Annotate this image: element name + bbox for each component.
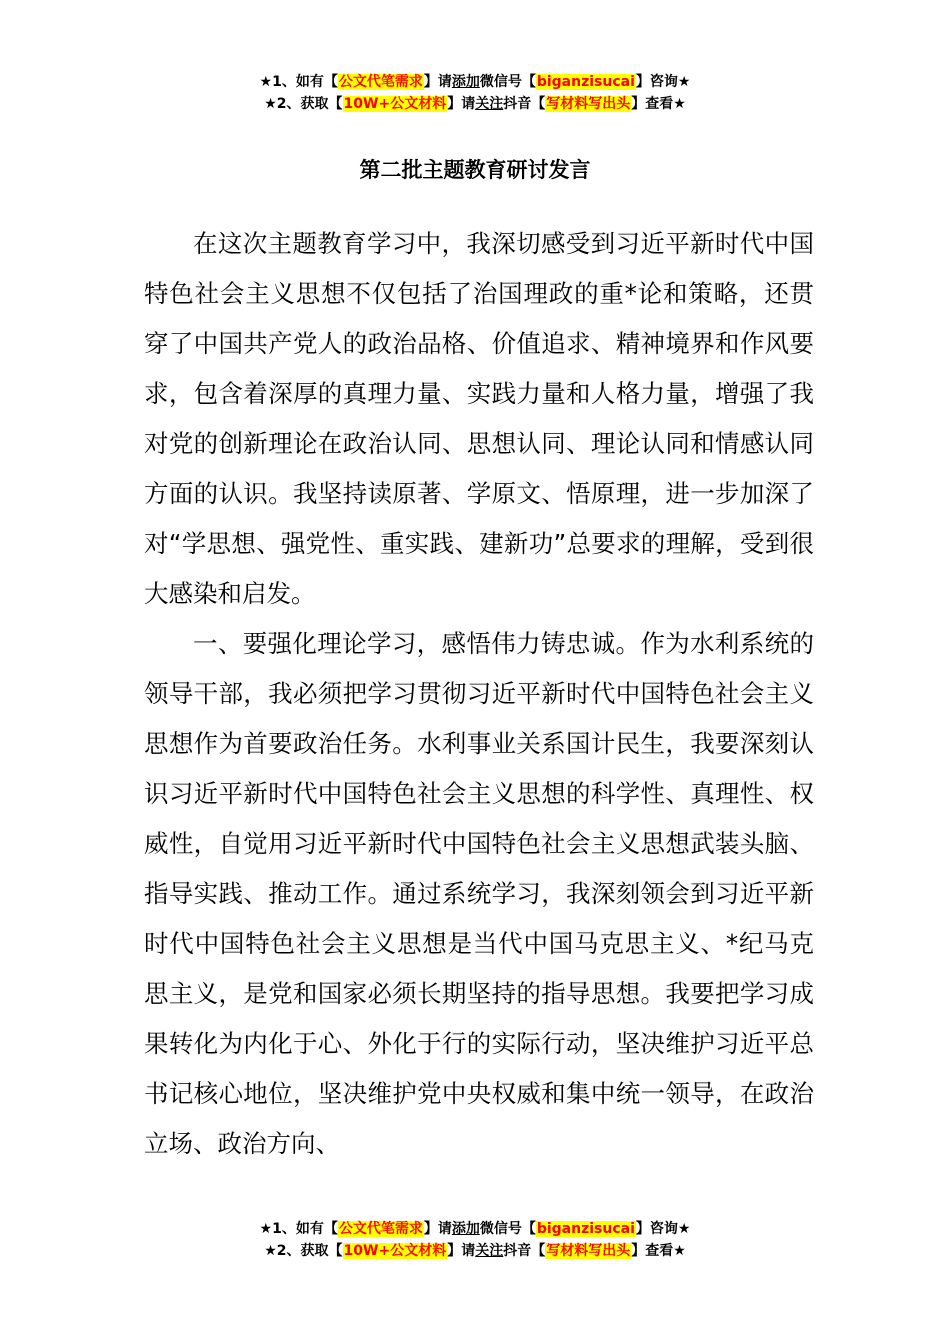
banner-text: 1、如有【 <box>272 1221 338 1237</box>
banner-text: 】查看 <box>631 1243 674 1259</box>
emphasis-add: 添加 <box>451 1221 480 1237</box>
footer-banner <box>0 1218 950 1262</box>
star-icon: ★ <box>264 96 277 112</box>
star-icon: ★ <box>259 1221 273 1237</box>
banner-text: 微信号【 <box>479 74 536 90</box>
banner-text: 1、如有【 <box>272 74 338 90</box>
highlight-wechat-id: biganzisucai <box>536 1221 635 1237</box>
banner-text: 】请 <box>423 74 452 90</box>
banner-text: 】查看 <box>631 96 674 112</box>
document-body <box>144 219 814 1169</box>
banner-text: 】咨询 <box>635 74 678 90</box>
paragraph-section-1: 一、要强化理论学习，感悟伟力铸忠诚。作为水利系统的领导干部，我必须把学习贯彻习近平新时代中国特色社会主义思想作为首要政治任务。水利事业关系国计民生，我要深刻认识习近平新时代中国特色社会主义思想的科学性、真理性、权威性，自觉用习近平新时代中国特色社会主义思想武装头脑、指导实践、推动工作。通过系统学习，我深刻领会到习近平新时代中国特色社会主义思想是当代中国马克思主义、*纪马克思主义，是党和国家必须长期坚持的指导思想。我要把学习成果转化为内化于心、外化于行的实际行动，坚决维护习近平总书记核心地位，坚决维护党中央权威和集中统一领导，在政治立场、政治方向、 <box>144 629 814 1158</box>
header-banner <box>0 71 950 115</box>
star-icon: ★ <box>677 1221 691 1237</box>
banner-line-2 <box>0 1240 950 1262</box>
highlight-douyin: 写材料写出头 <box>546 1243 631 1259</box>
highlight-materials: 10W+公文材料 <box>343 96 447 112</box>
banner-text: 抖音【 <box>503 1243 546 1259</box>
banner-text: 】请 <box>447 1243 476 1259</box>
highlight-service: 公文代笔需求 <box>338 1221 423 1237</box>
star-icon: ★ <box>673 1243 686 1259</box>
emphasis-follow: 关注 <box>475 1243 504 1259</box>
paragraph-intro: 在这次主题教育学习中，我深切感受到习近平新时代中国特色社会主义思想不仅包括了治国理政的重*论和策略，还贯穿了中国共产党人的政治品格、价值追求、精神境界和作风要求，包含着深厚的真理力量、实践力量和人格力量，增强了我对党的创新理论在政治认同、思想认同、理论认同和情感认同方面的认识。我坚持读原著、学原文、悟原理，进一步加深了对“学思想、强党性、重实践、建新功”总要求的理解，受到很大感染和启发。 <box>144 229 814 608</box>
document-title: 第二批主题教育研讨发言 <box>359 158 591 182</box>
highlight-wechat-id: biganzisucai <box>536 74 635 90</box>
highlight-douyin: 写材料写出头 <box>546 96 631 112</box>
banner-line-1 <box>0 1218 950 1240</box>
highlight-service: 公文代笔需求 <box>338 74 423 90</box>
banner-text: 微信号【 <box>479 1221 536 1237</box>
banner-text: 2、获取【 <box>276 1243 343 1259</box>
highlight-materials: 10W+公文材料 <box>343 1243 447 1259</box>
banner-text: 】请 <box>423 1221 452 1237</box>
star-icon: ★ <box>259 74 273 90</box>
emphasis-add: 添加 <box>451 74 480 90</box>
banner-text: 】请 <box>447 96 476 112</box>
banner-line-1 <box>0 71 950 93</box>
star-icon: ★ <box>264 1243 277 1259</box>
banner-text: 抖音【 <box>503 96 546 112</box>
emphasis-follow: 关注 <box>475 96 504 112</box>
star-icon: ★ <box>673 96 686 112</box>
star-icon: ★ <box>677 74 691 90</box>
banner-text: 2、获取【 <box>276 96 343 112</box>
banner-line-2 <box>0 93 950 115</box>
banner-text: 】咨询 <box>635 1221 678 1237</box>
